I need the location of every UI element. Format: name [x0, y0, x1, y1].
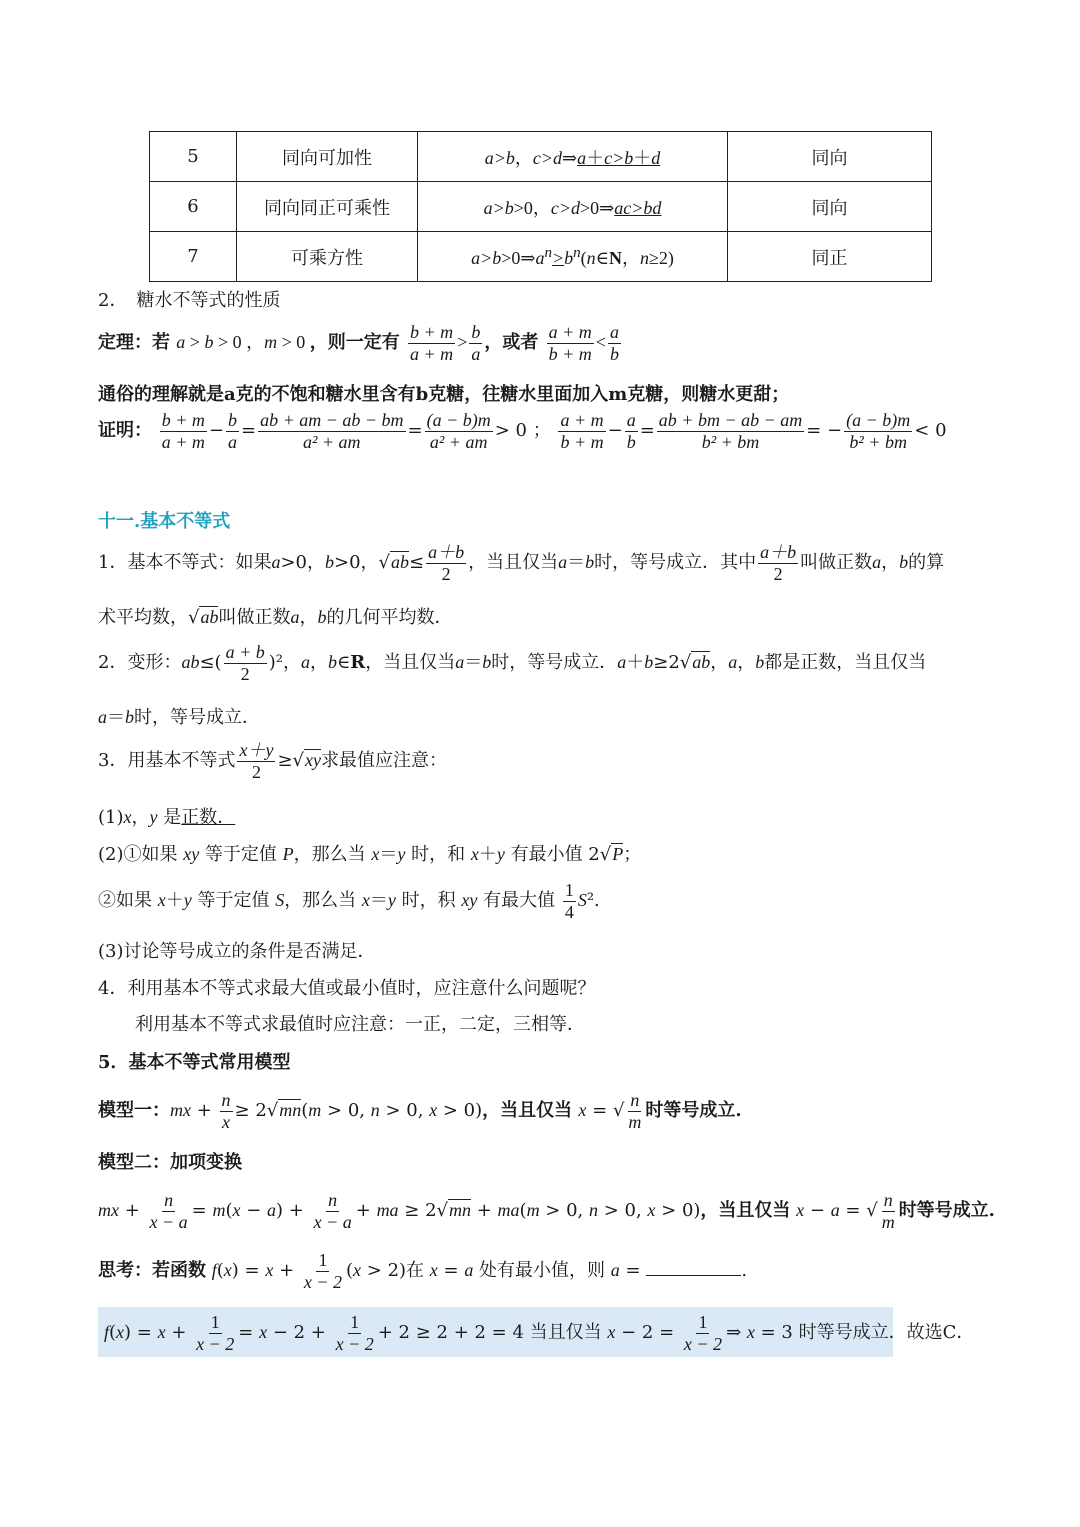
row-number: 7 [150, 232, 237, 282]
item-2-line-1: 2．变形：ab≤( $\frac{a + b}{2}$ )²，a，b∈R，当且仅当a＝b时，等号成立．a＋b≥2√ab，a，b都是正数，当且仅当 [98, 642, 927, 684]
item-5: 5．基本不等式常用模型 [98, 1052, 291, 1073]
property-formula: $a>b>0\Rightarrow a^n>b^n(n\in N$，n≥2) [418, 232, 728, 282]
sugar-heading: 2． 糖水不等式的性质 [98, 290, 281, 311]
property-condition: 同向 [728, 182, 932, 232]
item-3-2: (2)①如果 xy 等于定值 P，那么当 x＝y 时，和 x＋y 有最小值 2√P； [98, 844, 642, 865]
property-condition: 同正 [728, 232, 932, 282]
property-name: 可乘方性 [237, 232, 418, 282]
think-line: 思考：若函数 f(x) = x + $\frac{1}{x - 2}$ (x > 2)在 x = a 处有最小值，则 a = . [98, 1250, 748, 1292]
item-4-answer: 利用基本不等式求最值时应注意：一正，二定，三相等． [135, 1014, 585, 1035]
answer-line: f(x) = x + $\frac{1}{x - 2}$ = x − 2 + $\frac{1}{x - 2}$ + 2 ≥ 2 + 2 = 4 当且仅当 x − 2 = $\frac{1}{x - 2}$ ⇒ x = 3 时等号成立．故选C． [104, 1312, 975, 1354]
plain-explanation: 通俗的理解就是a克的不饱和糖水里含有b克糖，往糖水里面加入m克糖，则糖水更甜； [98, 384, 790, 405]
table-row [150, 132, 932, 182]
item-3-3: ②如果 x＋y 等于定值 S，那么当 x＝y 时，积 xy 有最大值 $\frac{1}{4}$ S². [98, 880, 600, 922]
table-row [150, 182, 932, 232]
properties-table [149, 131, 932, 282]
row-number: 6 [150, 182, 237, 232]
row-number: 5 [150, 132, 237, 182]
property-formula: a>b，c>d⇒a＋c>b＋d [418, 132, 728, 182]
theorem-line: 定理：若 a > b > 0 ，m > 0 ，则一定有 $\frac{b + m}{a + m}$ > $\frac{b}{a}$ ，或者 $\frac{a + m}{b + m}$ < $\frac{a}{b}$ [98, 322, 619, 364]
item-3: 3．用基本不等式 $\frac{x+y}{2}$ ≥√xy求最值应注意： [98, 740, 447, 782]
property-name: 同向可加性 [237, 132, 418, 182]
item-4: 4．利用基本不等式求最大值或最小值时，应注意什么问题呢？ [98, 978, 596, 999]
model-2: mx + $\frac{n}{x - a}$ = m(x − a) + $\frac{n}{x - a}$ + ma ≥ 2√mn + ma(m > 0, n > 0, x > 0)，当且仅当 x − a = √ $\frac{n}{m}$ 时等号成立. [98, 1190, 995, 1232]
model-2-label: 模型二：加项变换 [98, 1152, 242, 1173]
proof-line: 证明： $\frac{b + m}{a + m}$ − $\frac{b}{a}$ = $\frac{ab + am - ab - bm}{\text{a² + am}}$ = $\frac{(a - b)m}{\text{a² + am}}$ > 0 ； $\frac{a + m}{b + m}$ − $\frac{a}{b}$ = $\frac{ab + bm - ab - am}{\text{b² + bm}}$ = − $\frac{(a - b)m}{\text{b² + bm}}$ < 0 [98, 410, 947, 452]
property-condition: 同向 [728, 132, 932, 182]
item-3-4: (3)讨论等号成立的条件是否满足． [98, 941, 376, 962]
table-row [150, 232, 932, 282]
property-formula: a>b>0，c>d>0⇒ac>bd [418, 182, 728, 232]
item-1-line-1: 1．基本不等式：如果a>0，b>0，√ab≤ $\frac{a+b}{2}$ ，当且仅当a＝b时，等号成立．其中 $\frac{a+b}{2}$ 叫做正数a，b的算 [98, 542, 945, 584]
section-title: 十一.基本不等式 [98, 511, 231, 532]
model-1: 模型一：mx + $\frac{n}{x}$ ≥ 2√mn(m > 0, n > 0, x > 0)，当且仅当 x = √ $\frac{n}{m}$ 时等号成立. [98, 1090, 742, 1132]
item-2-line-2: a＝b时，等号成立． [98, 707, 260, 728]
item-3-1: (1)x，y 是正数． [98, 807, 236, 828]
property-name: 同向同正可乘性 [237, 182, 418, 232]
answer-blank[interactable] [646, 1259, 741, 1276]
item-1-line-2: 术平均数，√ab叫做正数a，b的几何平均数． [98, 607, 453, 628]
